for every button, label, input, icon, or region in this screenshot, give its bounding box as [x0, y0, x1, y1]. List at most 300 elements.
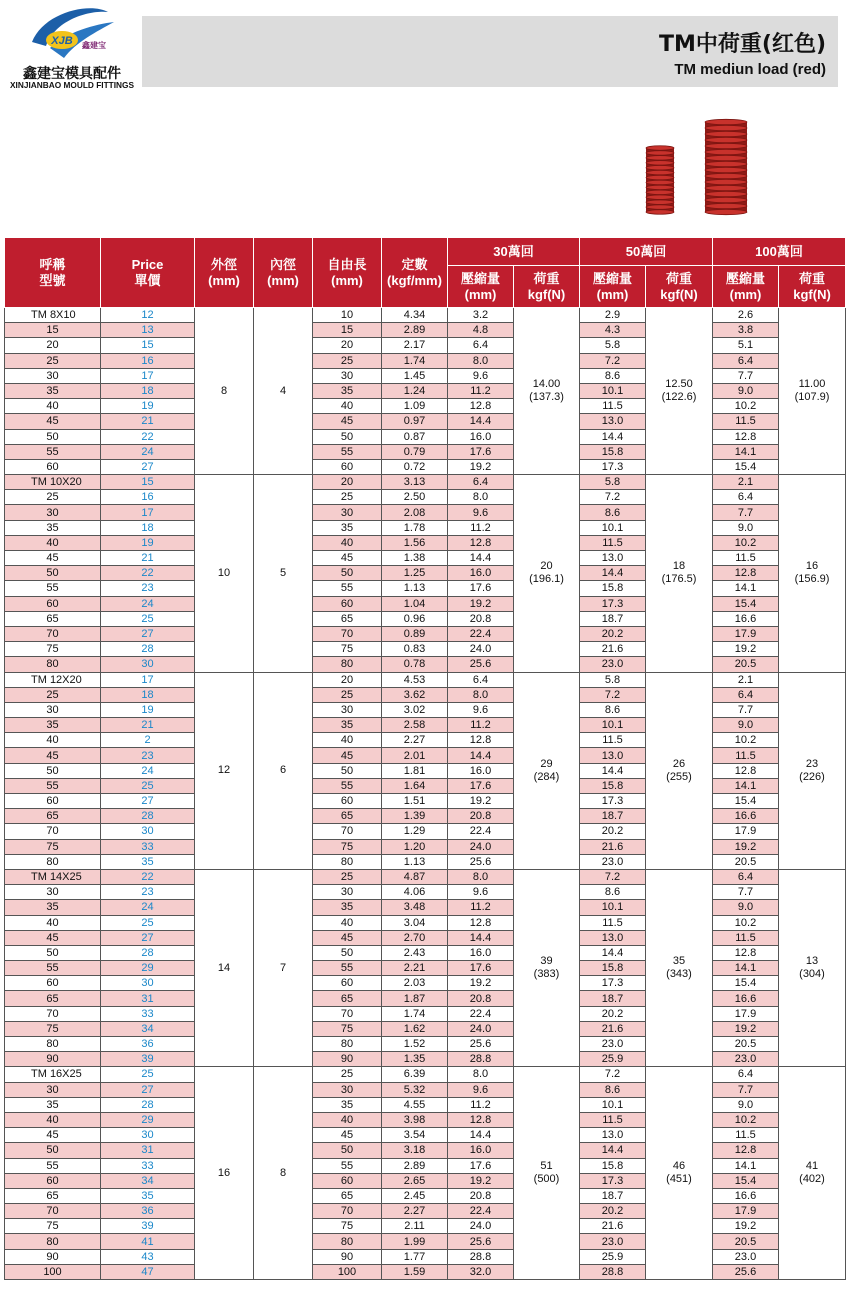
constant-cell: 1.13 — [382, 854, 448, 869]
compression-50-cell: 20.2 — [580, 1204, 646, 1219]
compression-100-cell: 14.1 — [713, 1158, 779, 1173]
table-row — [5, 869, 846, 884]
compression-30-cell: 14.4 — [448, 551, 514, 566]
col-header-outer-diameter: 外徑 (mm) — [195, 238, 254, 308]
model-cell: 50 — [5, 429, 101, 444]
table-row — [5, 642, 846, 657]
table-row — [5, 1006, 846, 1021]
compression-30-cell: 17.6 — [448, 581, 514, 596]
table-row — [5, 566, 846, 581]
free-length-cell: 75 — [313, 1219, 382, 1234]
free-length-cell: 50 — [313, 566, 382, 581]
compression-50-cell: 21.6 — [580, 642, 646, 657]
constant-cell: 3.98 — [382, 1112, 448, 1127]
free-length-cell: 35 — [313, 383, 382, 398]
table-row — [5, 778, 846, 793]
compression-50-cell: 23.0 — [580, 1037, 646, 1052]
model-cell: 50 — [5, 1143, 101, 1158]
table-row — [5, 945, 846, 960]
compression-100-cell: 20.5 — [713, 1037, 779, 1052]
compression-30-cell: 17.6 — [448, 444, 514, 459]
compression-50-cell: 10.1 — [580, 520, 646, 535]
compression-30-cell: 22.4 — [448, 824, 514, 839]
xjb-logo-mark — [26, 2, 118, 62]
model-cell: 30 — [5, 505, 101, 520]
model-cell: TM 12X20 — [5, 672, 101, 687]
compression-50-cell: 14.4 — [580, 566, 646, 581]
table-row — [5, 824, 846, 839]
col-header-price: Price 單價 — [101, 238, 195, 308]
compression-30-cell: 19.2 — [448, 459, 514, 474]
compression-50-cell: 21.6 — [580, 839, 646, 854]
compression-100-cell: 10.2 — [713, 733, 779, 748]
table-row — [5, 1204, 846, 1219]
compression-50-cell: 7.2 — [580, 353, 646, 368]
svg-text:XJB: XJB — [51, 35, 73, 47]
table-row — [5, 961, 846, 976]
table-row — [5, 733, 846, 748]
constant-cell: 1.29 — [382, 824, 448, 839]
free-length-cell: 70 — [313, 1006, 382, 1021]
compression-100-cell: 11.5 — [713, 551, 779, 566]
compression-100-cell: 15.4 — [713, 794, 779, 809]
constant-cell: 6.39 — [382, 1067, 448, 1082]
load-50-cell: 12.50 (122.6) — [646, 308, 713, 475]
free-length-cell: 10 — [313, 308, 382, 323]
compression-50-cell: 10.1 — [580, 383, 646, 398]
compression-100-cell: 10.2 — [713, 1112, 779, 1127]
load-30-cell: 51 (500) — [514, 1067, 580, 1280]
constant-cell: 3.48 — [382, 900, 448, 915]
constant-cell: 2.17 — [382, 338, 448, 353]
compression-30-cell: 14.4 — [448, 414, 514, 429]
compression-100-cell: 9.0 — [713, 718, 779, 733]
table-row — [5, 1234, 846, 1249]
load-100-cell: 11.00 (107.9) — [779, 308, 846, 475]
constant-cell: 2.50 — [382, 490, 448, 505]
compression-30-cell: 28.8 — [448, 1052, 514, 1067]
price-cell: 47 — [101, 1264, 195, 1279]
model-cell: 75 — [5, 1021, 101, 1036]
compression-30-cell: 19.2 — [448, 794, 514, 809]
free-length-cell: 70 — [313, 626, 382, 641]
free-length-cell: 50 — [313, 945, 382, 960]
compression-100-cell: 17.9 — [713, 1204, 779, 1219]
model-cell: 40 — [5, 535, 101, 550]
model-cell: 55 — [5, 1158, 101, 1173]
constant-cell: 4.53 — [382, 672, 448, 687]
table-row — [5, 1097, 846, 1112]
compression-30-cell: 3.2 — [448, 308, 514, 323]
compression-30-cell: 14.4 — [448, 1128, 514, 1143]
load-30-cell: 29 (284) — [514, 672, 580, 869]
table-row — [5, 672, 846, 687]
price-cell: 30 — [101, 976, 195, 991]
compression-50-cell: 5.8 — [580, 672, 646, 687]
compression-100-cell: 2.1 — [713, 475, 779, 490]
price-cell: 25 — [101, 915, 195, 930]
compression-30-cell: 20.8 — [448, 1188, 514, 1203]
compression-30-cell: 22.4 — [448, 1204, 514, 1219]
compression-50-cell: 11.5 — [580, 399, 646, 414]
compression-30-cell: 16.0 — [448, 566, 514, 581]
constant-cell: 5.32 — [382, 1082, 448, 1097]
compression-100-cell: 6.4 — [713, 353, 779, 368]
compression-50-cell: 13.0 — [580, 748, 646, 763]
constant-cell: 3.54 — [382, 1128, 448, 1143]
compression-50-cell: 13.0 — [580, 930, 646, 945]
price-cell: 39 — [101, 1052, 195, 1067]
price-cell: 33 — [101, 1158, 195, 1173]
compression-30-cell: 24.0 — [448, 1021, 514, 1036]
compression-50-cell: 17.3 — [580, 794, 646, 809]
constant-cell: 2.45 — [382, 1188, 448, 1203]
table-row — [5, 475, 846, 490]
free-length-cell: 20 — [313, 338, 382, 353]
compression-30-cell: 25.6 — [448, 657, 514, 672]
compression-100-cell: 7.7 — [713, 885, 779, 900]
price-cell: 22 — [101, 869, 195, 884]
compression-100-cell: 19.2 — [713, 642, 779, 657]
compression-50-cell: 8.6 — [580, 368, 646, 383]
price-cell: 33 — [101, 1006, 195, 1021]
constant-cell: 1.87 — [382, 991, 448, 1006]
company-name-cn: 鑫建宝模具配件 — [23, 66, 121, 82]
free-length-cell: 40 — [313, 399, 382, 414]
constant-cell: 0.79 — [382, 444, 448, 459]
table-row — [5, 611, 846, 626]
compression-100-cell: 6.4 — [713, 687, 779, 702]
price-cell: 24 — [101, 444, 195, 459]
price-cell: 19 — [101, 399, 195, 414]
table-row — [5, 1249, 846, 1264]
compression-30-cell: 8.0 — [448, 1067, 514, 1082]
compression-100-cell: 2.1 — [713, 672, 779, 687]
constant-cell: 2.03 — [382, 976, 448, 991]
compression-50-cell: 10.1 — [580, 900, 646, 915]
page-title-cn: TM中荷重(红色) — [658, 32, 826, 57]
table-row — [5, 1143, 846, 1158]
compression-100-cell: 12.8 — [713, 429, 779, 444]
compression-30-cell: 24.0 — [448, 642, 514, 657]
small-spring-icon — [646, 146, 674, 214]
constant-cell: 1.51 — [382, 794, 448, 809]
compression-30-cell: 4.8 — [448, 323, 514, 338]
free-length-cell: 90 — [313, 1052, 382, 1067]
model-cell: 80 — [5, 854, 101, 869]
compression-100-cell: 9.0 — [713, 520, 779, 535]
compression-30-cell: 6.4 — [448, 475, 514, 490]
compression-30-cell: 11.2 — [448, 1097, 514, 1112]
free-length-cell: 45 — [313, 930, 382, 945]
constant-cell: 2.70 — [382, 930, 448, 945]
price-cell: 21 — [101, 551, 195, 566]
compression-50-cell: 8.6 — [580, 1082, 646, 1097]
compression-30-cell: 6.4 — [448, 672, 514, 687]
free-length-cell: 80 — [313, 854, 382, 869]
price-cell: 27 — [101, 1082, 195, 1097]
constant-cell: 1.04 — [382, 596, 448, 611]
price-cell: 31 — [101, 991, 195, 1006]
model-cell: 35 — [5, 520, 101, 535]
free-length-cell: 60 — [313, 794, 382, 809]
compression-100-cell: 17.9 — [713, 626, 779, 641]
model-cell: TM 16X25 — [5, 1067, 101, 1082]
compression-100-cell: 20.5 — [713, 1234, 779, 1249]
model-cell: 60 — [5, 976, 101, 991]
col-header-compression-30: 壓縮量 (mm) — [448, 266, 514, 308]
compression-100-cell: 15.4 — [713, 459, 779, 474]
model-cell: 70 — [5, 824, 101, 839]
constant-cell: 0.96 — [382, 611, 448, 626]
load-30-cell: 39 (383) — [514, 869, 580, 1066]
free-length-cell: 80 — [313, 1037, 382, 1052]
constant-cell: 0.83 — [382, 642, 448, 657]
model-cell: 65 — [5, 611, 101, 626]
compression-50-cell: 14.4 — [580, 429, 646, 444]
compression-100-cell: 7.7 — [713, 702, 779, 717]
compression-100-cell: 6.4 — [713, 1067, 779, 1082]
constant-cell: 1.25 — [382, 566, 448, 581]
compression-50-cell: 18.7 — [580, 991, 646, 1006]
compression-100-cell: 11.5 — [713, 748, 779, 763]
load-100-cell: 23 (226) — [779, 672, 846, 869]
price-cell: 19 — [101, 535, 195, 550]
compression-100-cell: 17.9 — [713, 824, 779, 839]
free-length-cell: 55 — [313, 444, 382, 459]
model-cell: 70 — [5, 626, 101, 641]
compression-50-cell: 20.2 — [580, 824, 646, 839]
constant-cell: 3.04 — [382, 915, 448, 930]
compression-30-cell: 9.6 — [448, 1082, 514, 1097]
table-row — [5, 520, 846, 535]
constant-cell: 0.72 — [382, 459, 448, 474]
compression-30-cell: 19.2 — [448, 596, 514, 611]
table-row — [5, 1158, 846, 1173]
free-length-cell: 35 — [313, 900, 382, 915]
free-length-cell: 25 — [313, 687, 382, 702]
constant-cell: 4.87 — [382, 869, 448, 884]
compression-100-cell: 6.4 — [713, 490, 779, 505]
free-length-cell: 25 — [313, 1067, 382, 1082]
table-row — [5, 429, 846, 444]
compression-50-cell: 21.6 — [580, 1219, 646, 1234]
compression-30-cell: 8.0 — [448, 353, 514, 368]
compression-50-cell: 4.3 — [580, 323, 646, 338]
constant-cell: 1.52 — [382, 1037, 448, 1052]
constant-cell: 2.11 — [382, 1219, 448, 1234]
load-50-cell: 46 (451) — [646, 1067, 713, 1280]
compression-30-cell: 11.2 — [448, 520, 514, 535]
table-row — [5, 1052, 846, 1067]
compression-50-cell: 5.8 — [580, 475, 646, 490]
compression-30-cell: 12.8 — [448, 1112, 514, 1127]
constant-cell: 1.35 — [382, 1052, 448, 1067]
free-length-cell: 100 — [313, 1264, 382, 1279]
constant-cell: 2.65 — [382, 1173, 448, 1188]
model-cell: 70 — [5, 1006, 101, 1021]
compression-100-cell: 16.6 — [713, 1188, 779, 1203]
compression-100-cell: 19.2 — [713, 1021, 779, 1036]
price-cell: 28 — [101, 642, 195, 657]
price-cell: 35 — [101, 1188, 195, 1203]
compression-100-cell: 16.6 — [713, 611, 779, 626]
table-row — [5, 1037, 846, 1052]
model-cell: 45 — [5, 930, 101, 945]
col-header-compression-100: 壓縮量 (mm) — [713, 266, 779, 308]
free-length-cell: 35 — [313, 718, 382, 733]
table-row — [5, 338, 846, 353]
compression-50-cell: 7.2 — [580, 869, 646, 884]
compression-30-cell: 22.4 — [448, 626, 514, 641]
constant-cell: 0.97 — [382, 414, 448, 429]
inner-diameter-cell: 7 — [254, 869, 313, 1066]
table-row — [5, 718, 846, 733]
free-length-cell: 45 — [313, 551, 382, 566]
load-30-cell: 14.00 (137.3) — [514, 308, 580, 475]
price-cell: 36 — [101, 1204, 195, 1219]
price-cell: 31 — [101, 1143, 195, 1158]
table-row — [5, 596, 846, 611]
compression-30-cell: 22.4 — [448, 1006, 514, 1021]
col-header-load-100: 荷重 kgf(N) — [779, 266, 846, 308]
free-length-cell: 55 — [313, 961, 382, 976]
col-header-load-50: 荷重 kgf(N) — [646, 266, 713, 308]
model-cell: 90 — [5, 1249, 101, 1264]
free-length-cell: 75 — [313, 642, 382, 657]
model-cell: 70 — [5, 1204, 101, 1219]
compression-100-cell: 2.6 — [713, 308, 779, 323]
compression-50-cell: 7.2 — [580, 687, 646, 702]
constant-cell: 1.38 — [382, 551, 448, 566]
compression-100-cell: 20.5 — [713, 657, 779, 672]
price-cell: 34 — [101, 1021, 195, 1036]
price-cell: 30 — [101, 1128, 195, 1143]
compression-30-cell: 8.0 — [448, 490, 514, 505]
constant-cell: 0.78 — [382, 657, 448, 672]
table-row — [5, 1173, 846, 1188]
price-cell: 2 — [101, 733, 195, 748]
price-cell: 21 — [101, 414, 195, 429]
free-length-cell: 70 — [313, 1204, 382, 1219]
compression-50-cell: 20.2 — [580, 1006, 646, 1021]
load-100-cell: 41 (402) — [779, 1067, 846, 1280]
model-cell: 75 — [5, 1219, 101, 1234]
price-cell: 25 — [101, 778, 195, 793]
price-cell: 23 — [101, 748, 195, 763]
compression-100-cell: 16.6 — [713, 991, 779, 1006]
price-cell: 22 — [101, 429, 195, 444]
load-30-cell: 20 (196.1) — [514, 475, 580, 672]
free-length-cell: 50 — [313, 429, 382, 444]
col-header-compression-50: 壓縮量 (mm) — [580, 266, 646, 308]
table-row — [5, 414, 846, 429]
price-cell: 33 — [101, 839, 195, 854]
spring-product-image — [640, 116, 760, 216]
table-row — [5, 1219, 846, 1234]
table-row — [5, 368, 846, 383]
compression-100-cell: 7.7 — [713, 1082, 779, 1097]
compression-100-cell: 19.2 — [713, 1219, 779, 1234]
model-cell: 55 — [5, 444, 101, 459]
model-cell: 35 — [5, 383, 101, 398]
spec-table — [4, 237, 846, 1280]
compression-50-cell: 14.4 — [580, 945, 646, 960]
compression-50-cell: 15.8 — [580, 1158, 646, 1173]
constant-cell: 1.64 — [382, 778, 448, 793]
compression-50-cell: 23.0 — [580, 854, 646, 869]
free-length-cell: 75 — [313, 1021, 382, 1036]
inner-diameter-cell: 4 — [254, 308, 313, 475]
model-cell: 55 — [5, 581, 101, 596]
constant-cell: 2.89 — [382, 323, 448, 338]
free-length-cell: 25 — [313, 490, 382, 505]
table-row — [5, 748, 846, 763]
free-length-cell: 20 — [313, 672, 382, 687]
price-cell: 24 — [101, 900, 195, 915]
compression-30-cell: 12.8 — [448, 915, 514, 930]
compression-50-cell: 17.3 — [580, 1173, 646, 1188]
model-cell: 55 — [5, 961, 101, 976]
table-row — [5, 490, 846, 505]
constant-cell: 1.56 — [382, 535, 448, 550]
model-cell: 50 — [5, 945, 101, 960]
free-length-cell: 65 — [313, 611, 382, 626]
constant-cell: 1.59 — [382, 1264, 448, 1279]
table-row — [5, 991, 846, 1006]
compression-30-cell: 12.8 — [448, 733, 514, 748]
compression-50-cell: 7.2 — [580, 490, 646, 505]
constant-cell: 1.24 — [382, 383, 448, 398]
compression-100-cell: 9.0 — [713, 900, 779, 915]
model-cell: 35 — [5, 718, 101, 733]
free-length-cell: 70 — [313, 824, 382, 839]
table-row — [5, 1264, 846, 1279]
table-row — [5, 581, 846, 596]
compression-50-cell: 8.6 — [580, 505, 646, 520]
compression-50-cell: 13.0 — [580, 551, 646, 566]
table-row — [5, 1128, 846, 1143]
free-length-cell: 55 — [313, 581, 382, 596]
col-header-constant: 定數 (kgf/mm) — [382, 238, 448, 308]
col-header-model: 呼稱 型號 — [5, 238, 101, 308]
free-length-cell: 60 — [313, 459, 382, 474]
model-cell: 40 — [5, 733, 101, 748]
model-cell: 40 — [5, 399, 101, 414]
free-length-cell: 30 — [313, 368, 382, 383]
compression-100-cell: 9.0 — [713, 1097, 779, 1112]
compression-30-cell: 9.6 — [448, 885, 514, 900]
free-length-cell: 50 — [313, 1143, 382, 1158]
compression-30-cell: 6.4 — [448, 338, 514, 353]
load-50-cell: 26 (255) — [646, 672, 713, 869]
price-cell: 30 — [101, 657, 195, 672]
compression-50-cell: 8.6 — [580, 885, 646, 900]
model-cell: 65 — [5, 991, 101, 1006]
price-cell: 27 — [101, 930, 195, 945]
compression-50-cell: 18.7 — [580, 1188, 646, 1203]
compression-30-cell: 28.8 — [448, 1249, 514, 1264]
outer-diameter-cell: 14 — [195, 869, 254, 1066]
constant-cell: 2.27 — [382, 1204, 448, 1219]
price-cell: 30 — [101, 824, 195, 839]
table-row — [5, 444, 846, 459]
compression-50-cell: 18.7 — [580, 809, 646, 824]
table-row — [5, 1112, 846, 1127]
constant-cell: 1.13 — [382, 581, 448, 596]
constant-cell: 1.45 — [382, 368, 448, 383]
price-cell: 39 — [101, 1219, 195, 1234]
